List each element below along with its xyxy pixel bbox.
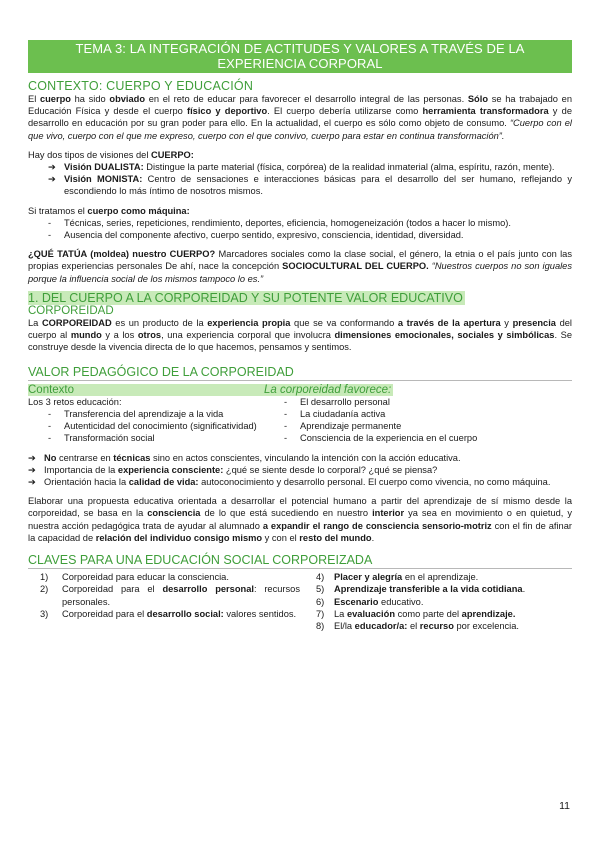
- section-heading-claves: CLAVES PARA UNA EDUCACIÓN SOCIAL CORPOREIZADA: [28, 553, 572, 569]
- paragraph-corporeidad: La CORPOREIDAD es un producto de la experiencia propia que se va conformando a través de la apertura y presencia del cuerpo al mundo y a los otros, una experiencia corporal que involucra dimensiones emocionales, sociales y simbólicas. Se construye desde la vivencia directa de lo que hacemos, pensamos y sentimos.: [28, 318, 572, 353]
- retos-list: [48, 408, 264, 445]
- valor-arrow-list: [28, 452, 572, 489]
- list-item: 4) Placer y alegría en el aprendizaje.: [316, 572, 479, 583]
- list-item: 7) La evaluación como parte del aprendizaje.: [316, 608, 516, 619]
- list-item: ➔ Visión DUALISTA: Distingue la parte material (física, corpórea) de la realidad inmaterial (alma, espíritu, razón, mente).: [48, 162, 555, 173]
- visiones-list: [48, 161, 572, 198]
- section-heading-1: 1. DEL CUERPO A LA CORPOREIDAD Y SU POTENTE VALOR EDUCATIVO: [28, 290, 463, 305]
- list-item: - Transferencia del aprendizaje a la vida: [48, 408, 224, 419]
- claves-column-right: [300, 571, 572, 632]
- paragraph-propuesta: Elaborar una propuesta educativa orientada a desarrollar el potencial humano a partir del aprendizaje de sí mismo desde la corporeidad, se basa en la consciencia de lo que está sucediendo en nuestro interior ya sea en movimiento o en quietud, y nuestra acción pedagógica trata de ayudar al alumnado a expandir el rango de consciencia sensorio-motriz con el fin de afinar la capacidad de relación del individuo consigo mismo y con el resto del mundo.: [28, 496, 573, 543]
- arrow-bullet-icon: ➔: [28, 464, 36, 475]
- document-page: [28, 40, 572, 632]
- favorece-list: [284, 396, 572, 445]
- list-item: 5) Aprendizaje transferible a la vida cotidiana.: [316, 584, 526, 595]
- claves-columns: [28, 571, 572, 632]
- list-item: - Transformación social: [48, 433, 155, 444]
- subheading-corporeidad: CORPOREIDAD: [28, 305, 114, 318]
- section-heading-contexto: CONTEXTO: CUERPO Y EDUCACIÓN: [28, 79, 254, 93]
- list-item: ➔ Visión MONISTA: Centro de sensaciones e interacciones básicas para el desarrollo del ser humano, reflejando y escondiendo lo más íntimo de nosotros mismos.: [48, 174, 572, 197]
- arrow-bullet-icon: ➔: [28, 452, 36, 463]
- page-title: TEMA 3: LA INTEGRACIÓN DE ACTITUDES Y VALORES A TRAVÉS DE LA EXPERIENCIA CORPORAL: [28, 40, 572, 73]
- subheading-favorece: La corporeidad favorece:: [264, 383, 392, 396]
- list-item: ➔ No centrarse en técnicas sino en actos conscientes, vinculando la intención con la acción educativa.: [28, 452, 461, 463]
- arrow-bullet-icon: ➔: [48, 174, 56, 185]
- list-item: 6) Escenario educativo.: [316, 596, 424, 607]
- list-item: ➔ Importancia de la experiencia consciente: ¿qué se siente desde lo corporal? ¿qué se piensa?: [28, 464, 438, 475]
- retos-intro: Los 3 retos educación:: [28, 396, 122, 407]
- list-item: - La ciudadanía activa: [284, 409, 386, 420]
- list-item: - Autenticidad del conocimiento (significatividad): [48, 421, 257, 432]
- list-item: ➔ Orientación hacia la calidad de vida: autoconocimiento y desarrollo personal. El cuerpo como vivencia, no como máquina.: [28, 477, 551, 488]
- valor-column-left: [28, 384, 264, 445]
- paragraph-maquina-intro: Si tratamos el cuerpo como máquina:: [28, 205, 190, 216]
- valor-columns: [28, 384, 572, 445]
- list-item: - Ausencia del componente afectivo, cuerpo sentido, expresivo, consciencia, identidad, diversidad.: [48, 230, 464, 241]
- list-item: 3) Corporeidad para el desarrollo social: valores sentidos.: [40, 608, 297, 619]
- list-item: - Aprendizaje permanente: [284, 421, 402, 432]
- list-item: 2) Corporeidad para el desarrollo personal: recursos personales.: [40, 584, 300, 607]
- list-item: 8) El/la educador/a: el recurso por excelencia.: [316, 620, 520, 631]
- list-item: 1) Corporeidad para educar la consciencia.: [40, 572, 229, 583]
- valor-column-right: [264, 384, 572, 445]
- section-heading-valor: VALOR PEDAGÓGICO DE LA CORPOREIDAD: [28, 365, 572, 381]
- paragraph-visiones-intro: Hay dos tipos de visiones del CUERPO:: [28, 149, 194, 160]
- paragraph-contexto: El cuerpo ha sido obviado en el reto de educar para favorecer el desarrollo integral de las personas. Sólo se ha trabajado en Educación Física y desde el cuerpo físico y deportivo. El cuerpo debería utilizarse como herramienta transformadora y de desarrollo en educación por su gran poder para ello. En la actualidad, el cuerpo es sólo como objeto de consumo. “Cuerpo con el que vivo, cuerpo con el que me expreso, cuerpo con el que convivo, cuerpo para estar en continua transformación”.: [28, 94, 572, 141]
- paragraph-tatua: ¿QUÉ TATÚA (moldea) nuestro CUERPO? Marcadores sociales como la clase social, el género, la etnia o el país junto con las propias experiencias personales De ahí, nace la concepción SOCIOCULTURAL DEL CUERPO. “Nuestros cuerpos no son iguales porque la influencia social de los mismos tampoco lo es.”: [28, 249, 573, 284]
- arrow-bullet-icon: ➔: [48, 162, 56, 173]
- maquina-list: [48, 217, 572, 241]
- list-item: - El desarrollo personal: [284, 396, 390, 407]
- page-number: 11: [559, 800, 570, 812]
- list-item: - Técnicas, series, repeticiones, rendimiento, deportes, eficiencia, homogeneización (todos a hacer lo mismo).: [48, 217, 511, 228]
- arrow-bullet-icon: ➔: [28, 477, 36, 488]
- list-item: - Consciencia de la experiencia en el cuerpo: [284, 433, 478, 444]
- claves-column-left: [28, 571, 300, 632]
- subheading-contexto: Contexto: [28, 384, 264, 396]
